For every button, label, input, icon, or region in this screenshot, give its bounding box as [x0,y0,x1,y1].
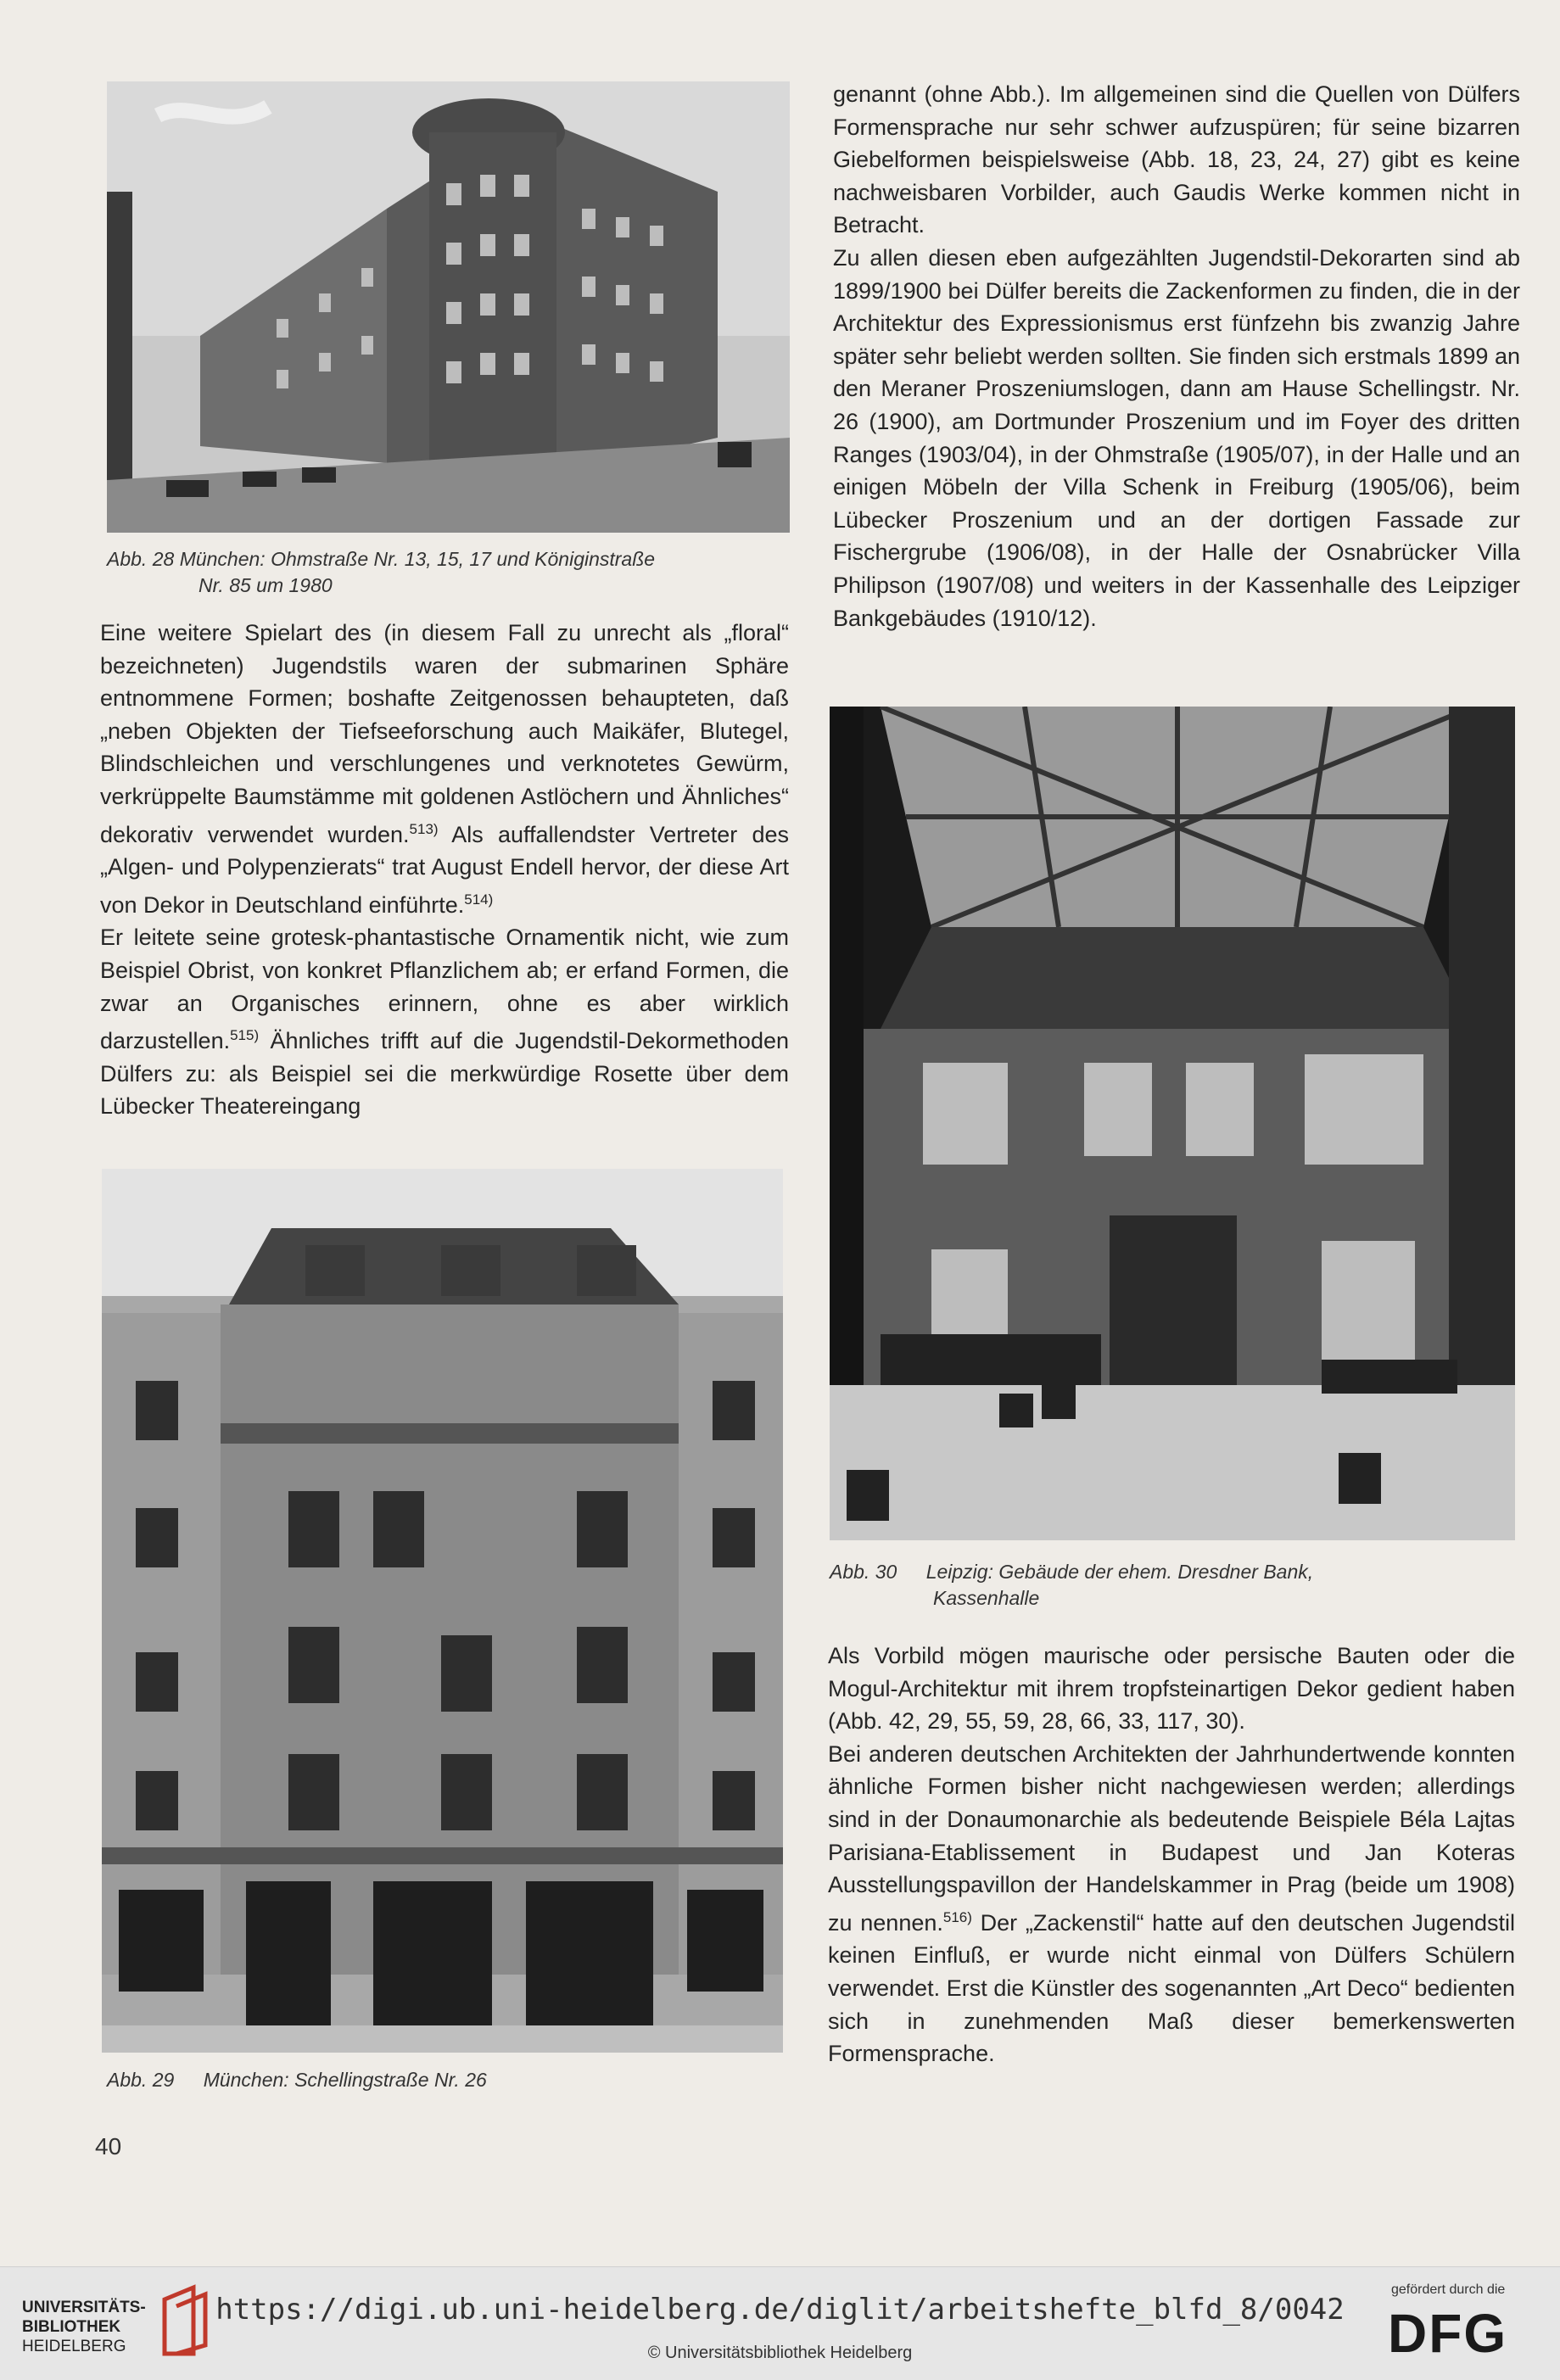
photo-abb30-kassenhalle [830,707,1515,1540]
building-photo-graphic [107,81,790,533]
funding-note: gefördert durch die [1391,2282,1506,2297]
paragraph: Als Vorbild mögen maurische oder persische Bauten oder die Mogul-Architektur mit ihrem tropfsteinartigen Dekor gedient haben (Abb. 42, 29, 55, 59, 28, 66, 33, 117, 30). [828,1643,1515,1735]
interior-photo-graphic [830,707,1515,1540]
text-run: Ähnliches trifft auf die Jugendstil-Dekormethoden Dülfers zu: als Beispiel sei die merkwürdige Rosette über dem Lübecker Theatereingang [100,1028,789,1120]
caption-abb29 [107,2067,786,2093]
logo-line: BIBLIOTHEK [22,2318,121,2336]
footnote-ref: 515) [230,1027,260,1044]
text-run: Als auffallendster Vertreter des „Algen- und Polypenzierats“ trat August Endell hervor, der diese Art von Dekor in Deutschland einführte. [100,821,790,918]
caption-label: Abb. 29 [107,2069,175,2091]
left-column-text [100,617,789,1123]
caption-label: Abb. 28 [107,548,175,570]
text-run: Der „Zackenstil“ hatte auf den deutschen Jugendstil keinen Einfluß, er wurde nicht einmal von Dülfers Schülern verwendet. Erst die Künstler des sogenannten „Art Deco“ bedienten sich in zunehmenden Maß dieser bemerkenswerten Formensprache. [828,1909,1515,2067]
footer-bar [0,2266,1560,2380]
document-url-link[interactable]: https://digi.ub.uni-heidelberg.de/diglit/arbeitshefte_blfd_8/0042 [215,2293,1345,2327]
logo-line: HEIDELBERG [22,2338,126,2355]
right-column-text-bottom [828,1640,1515,2070]
paragraph [100,617,789,921]
caption-abb30 [830,1559,1515,1612]
paragraph: genannt (ohne Abb.). Im allgemeinen sind die Quellen von Dülfers Formensprache nur sehr schwer aufzuspüren; für seine bizarren Giebelformen beispielsweise (Abb. 18, 23, 24, 27) gibt es keine nachweisbaren Vorbilder, auch Gaudis Werke kommen nicht in Betracht. [833,81,1520,238]
copyright-notice: © Universitätsbibliothek Heidelberg [647,2344,913,2362]
text-run: Bei anderen deutschen Architekten der Jahrhundertwende konnten ähnliche Formen bisher nicht nachgewiesen werden; allerdings sind in der Donaumonarchie als bedeutende Beispiele Béla Lajtas Parisiana-Etablissement in Budapest und Jan Koteras Ausstellungspavillon der Handelskammer in Prag (beide um 1908) zu nennen. [828,1740,1515,1936]
caption-label: Abb. 30 [830,1561,897,1583]
caption-text-line2: Kassenhalle [933,1587,1040,1609]
paragraph [828,1738,1515,2070]
photo-abb29-schellingstrasse [102,1169,783,2053]
right-column-text-top [833,78,1520,634]
caption-text-line2: Nr. 85 um 1980 [198,574,333,596]
footnote-ref: 513) [409,820,439,837]
caption-text: Leipzig: Gebäude der ehem. Dresdner Bank, [925,1561,1314,1583]
dfg-logo[interactable]: DFG [1388,2303,1508,2364]
footnote-ref: 514) [464,891,494,908]
caption-text: München: Schellingstraße Nr. 26 [203,2069,487,2091]
photo-abb28-ohmstrasse [107,81,790,533]
footnote-ref: 516) [942,1908,972,1925]
paragraph [100,921,789,1123]
facade-photo-graphic [102,1169,783,2053]
caption-text: München: Ohmstraße Nr. 13, 15, 17 und Königinstraße [179,548,656,570]
logo-line: UNIVERSITÄTS- [22,2299,146,2316]
page-number: 40 [95,2133,122,2159]
text-run: Eine weitere Spielart des (in diesem Fall zu unrecht als „floral“ bezeichneten) Jugendstils waren der submarinen Sphäre entnommene Formen; boshafte Zeitgenossen behaupteten, daß „neben Objekten der Tiefseeforschung auch Maikäfer, Blutegel, Blindschleichen und verschlungenes und verknotetes Gewürm, verkrüppelte Baumstämme mit goldenen Astlöchern und Ähnliches“ dekorativ verwendet wurden. [100,620,789,847]
caption-abb28 [107,546,790,599]
paragraph: Zu allen diesen eben aufgezählten Jugendstil-Dekorarten sind ab 1899/1900 bei Dülfer bereits die Zackenformen zu finden, die in der Architektur des Expressionismus erst fünfzehn bis zwanzig Jahre später sehr beliebt werden sollten. Sie finden sich erstmals 1899 an den Meraner Proszeniumslogen, dann am Hause Schellingstr. Nr. 26 (1900), am Dortmunder Proszenium und im Foyer des dritten Ranges (1903/04), in der Ohmstraße (1905/07), in der Halle und an einigen Möbeln der Villa Schenk in Freiburg (1905/06), beim Lübecker Proszenium und an der dortigen Fassade zur Fischergrube (1906/08), in der Halle der Osnabrücker Villa Philipson (1907/08) und weiters in der Kassenhalle des Leipziger Bankgebäudes (1910/12). [833,244,1520,631]
text-run: Er leitete seine grotesk-phantastische Ornamentik nicht, wie zum Beispiel Obrist, von konkret Pflanzlichem ab; er erfand Formen, die zwar an Organisches erinnern, ohne es aber wirklich darzustellen. [100,925,789,1054]
